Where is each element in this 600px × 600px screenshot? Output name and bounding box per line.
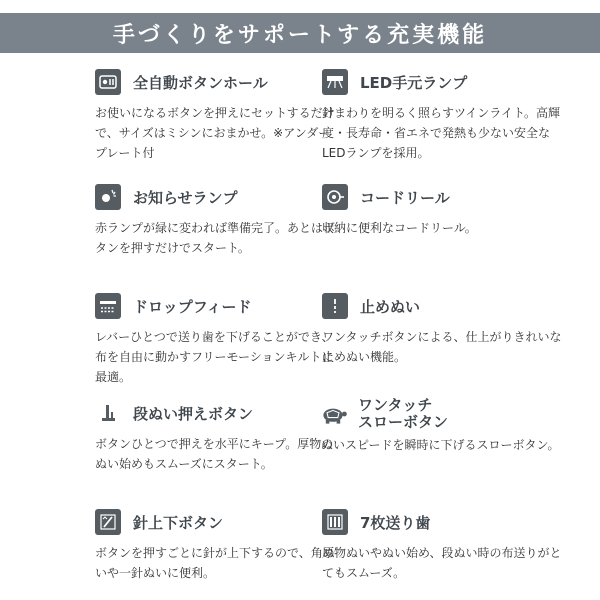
presser-foot-icon — [95, 400, 121, 426]
lock-stitch-icon — [322, 293, 348, 319]
feature-description: 針まわりを明るく照らすツインライト。高輝度・長寿命・省エネで発熱も少ない安全なLEDランプを採用。 — [322, 106, 560, 160]
buttonhole-icon — [95, 69, 121, 95]
feature-title: コードリール — [360, 188, 450, 207]
feature-description: ぬいスピードを瞬時に下げるスローボタン。 — [321, 438, 560, 452]
cord-reel-icon — [322, 184, 348, 210]
feature-title: 段ぬい押えボタン — [133, 404, 254, 423]
led-lamp-icon — [322, 69, 348, 95]
feature-title: ドロップフィード — [133, 297, 252, 316]
feature-description: ボタンを押すごとに針が上下するので、角ぬいや一針ぬいに便利。 — [95, 546, 335, 580]
feature-title: ワンタッチ スローボタン — [358, 396, 449, 431]
feature-description: 収納に便利なコードリール。 — [322, 221, 477, 235]
feature-description: ワンタッチボタンによる、仕上がりきれいな止めぬい機能。 — [322, 330, 562, 364]
feature-description: 赤ランプが緑に変われば準備完了。あとはボタンを押すだけでスタート。 — [95, 221, 336, 255]
feature-title: 7枚送り歯 — [360, 513, 431, 532]
drop-feed-icon — [95, 293, 121, 319]
feature-title: 止めぬい — [360, 297, 421, 316]
feature-description: レバーひとつで送り歯を下げることができ、布を自由に動かすフリーモーションキルトに最適。 — [95, 330, 334, 384]
turtle-icon — [317, 401, 349, 427]
feature-title: 針上下ボタン — [133, 513, 224, 532]
feature-description: ボタンひとつで押えを水平にキープ。厚物のぬい始めもスムーズにスタート。 — [95, 437, 334, 471]
feed-dog-icon — [322, 509, 348, 535]
indicator-lamp-icon — [95, 184, 121, 210]
needle-up-down-icon — [95, 509, 121, 535]
feature-title: LED手元ランプ — [360, 73, 468, 92]
feature-title: お知らせランプ — [133, 188, 238, 207]
feature-description: 厚物ぬいやぬい始め、段ぬい時の布送りがとてもスムーズ。 — [322, 546, 562, 580]
feature-title: 全自動ボタンホール — [133, 73, 268, 92]
page-title: 手づくりをサポートする充実機能 — [112, 22, 488, 48]
feature-description: お使いになるボタンを押えにセットするだけで、サイズはミシンにおまかせ。※アンダープレート付 — [95, 106, 335, 160]
header-banner — [0, 13, 600, 53]
